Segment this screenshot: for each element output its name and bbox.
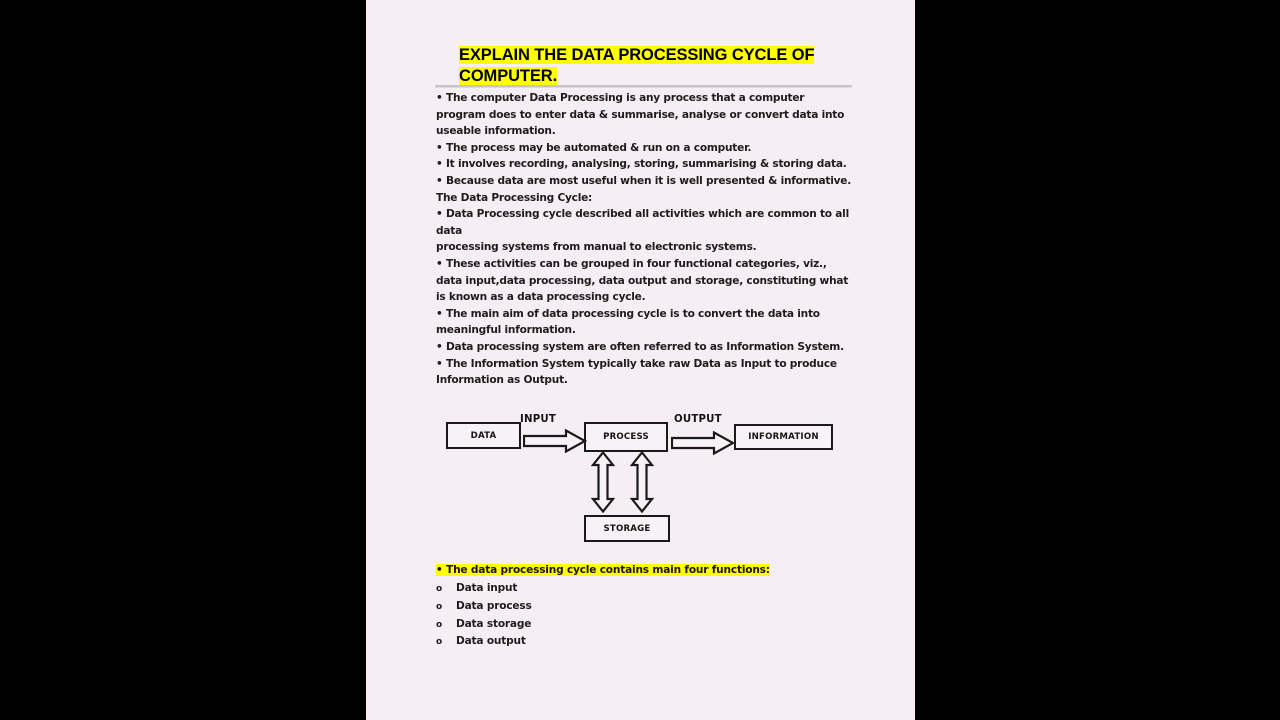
circle-bullet-icon: o	[436, 601, 442, 612]
circle-bullet-icon: o	[436, 619, 442, 630]
arrow-double-vertical-right-icon	[630, 451, 654, 513]
diagram-box-data	[446, 422, 521, 449]
diagram-box-process-label: PROCESS	[603, 432, 649, 442]
list-item-label: Data input	[456, 582, 518, 594]
title-divider	[435, 85, 852, 88]
body-paragraph: • These activities can be grouped in four functional categories, viz., data input,data processing, data output and storage, constituting what is known as a data processing cycle.	[436, 257, 849, 304]
arrow-double-vertical-left-icon	[591, 451, 615, 513]
title-line-1-wrap	[459, 45, 819, 66]
list-item	[436, 580, 856, 598]
body-paragraph: • The computer Data Processing is any process that a computer program does to enter data & summarise, analyse or convert data into useable information.	[436, 92, 845, 138]
diagram-box-information	[734, 424, 833, 450]
diagram-box-storage-label: STORAGE	[603, 523, 651, 534]
body-paragraph: • Data processing system are often referred to as Information System.	[436, 340, 844, 353]
diagram-box-information-label: INFORMATION	[748, 432, 819, 442]
circle-bullet-icon: o	[436, 637, 442, 648]
arrow-right-input-icon	[523, 429, 587, 453]
list-item	[436, 598, 856, 616]
title-line-2-wrap	[459, 66, 819, 87]
list-item	[436, 616, 856, 634]
circle-bullet-icon: o	[436, 584, 442, 594]
diagram-box-process	[584, 422, 668, 452]
list-item-label: Data process	[456, 599, 532, 612]
data-processing-cycle-diagram	[366, 405, 915, 555]
diagram-box-storage	[584, 515, 670, 542]
diagram-label-input: INPUT	[520, 414, 557, 425]
body-text	[436, 90, 856, 389]
body-paragraph: • The Information System typically take raw Data as Input to produce Information as Output.	[436, 357, 837, 387]
diagram-box-data-label: DATA	[470, 430, 497, 441]
four-functions-heading: • The data processing cycle contains main four functions:	[436, 564, 770, 576]
arrow-right-output-icon	[671, 431, 735, 455]
body-paragraph: • The process may be automated & run on a computer.	[436, 141, 752, 154]
body-paragraph: The Data Processing Cycle:	[436, 191, 593, 204]
list-item-label: Data storage	[456, 617, 532, 630]
four-functions-section	[436, 560, 856, 651]
diagram-label-output: OUTPUT	[674, 414, 722, 425]
body-paragraph: • Because data are most useful when it is well presented & informative.	[436, 174, 852, 187]
page-title	[459, 45, 819, 87]
body-paragraph: • It involves recording, analysing, storing, summarising & storing data.	[436, 158, 847, 171]
body-paragraph: processing systems from manual to electronic systems.	[436, 241, 757, 254]
slide-page	[366, 0, 915, 720]
list-item	[436, 633, 856, 651]
body-paragraph: • The main aim of data processing cycle is to convert the data into meaningful information.	[436, 307, 820, 337]
title-line-1: EXPLAIN THE DATA PROCESSING CYCLE OF	[459, 46, 815, 64]
four-functions-heading-wrap	[436, 560, 856, 579]
title-line-2: COMPUTER.	[459, 67, 558, 85]
body-paragraph: • Data Processing cycle described all activities which are common to all data	[436, 208, 849, 237]
list-item-label: Data output	[456, 635, 526, 648]
